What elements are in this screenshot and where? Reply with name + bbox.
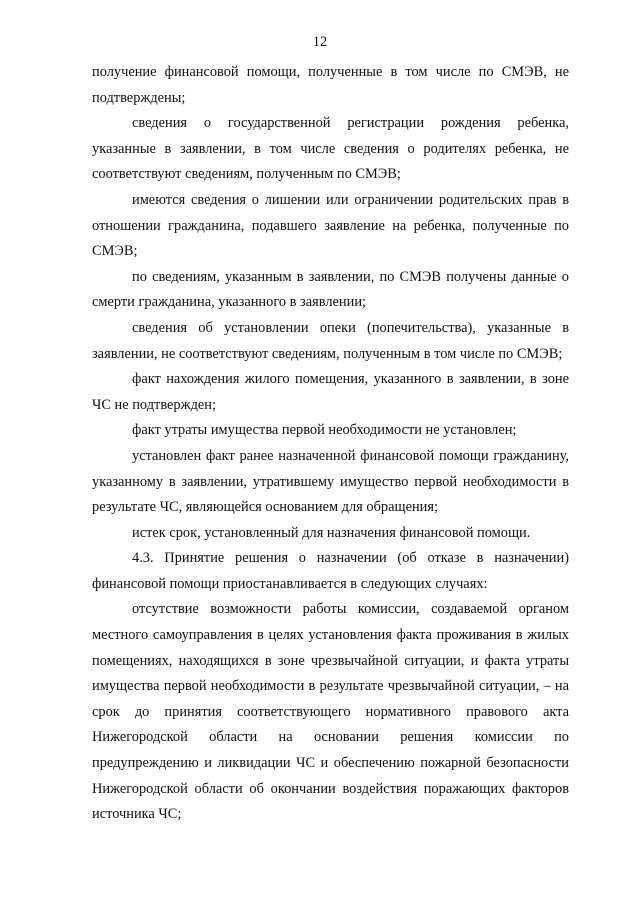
- paragraph-property-loss: факт утраты имущества первой необходимости не установлен;: [132, 422, 517, 439]
- paragraph-emergency-zone: факт нахождения жилого помещения, указанного в заявлении, в зоне ЧС не подтвержден;: [92, 371, 569, 413]
- document-body: [92, 60, 569, 828]
- paragraph-continuation: получение финансовой помощи, полученные в том числе по СМЭВ, не подтверждены;: [92, 64, 569, 106]
- paragraph-deadline-expired: истек срок, установленный для назначения финансовой помощи.: [132, 524, 531, 541]
- paragraph-parental-rights: имеются сведения о лишении или ограничении родительских прав в отношении гражданина, подавшего заявление на ребенка, полученные по СМЭВ;: [92, 191, 569, 260]
- paragraph-commission-unavailable: отсутствие возможности работы комиссии, создаваемой органом местного самоуправления в целях установления факта проживания в жилых помещениях, находящихся в зоне чрезвычайной ситуации, и факта утраты имущества первой необходимости в результате чрезвычайной ситуации, – на срок до принятия соответствующего нормативного правового акта Нижегородской области на основании решения комиссии по предупреждению и ликвидации ЧС и обеспечению пожарной безопасности Нижегородской области об окончании воздействия поражающих факторов источника ЧС;: [92, 601, 569, 823]
- page-number: 12: [312, 34, 328, 50]
- paragraph-birth-registration: сведения о государственной регистрации рождения ребенка, указанные в заявлении, в том числе сведения о родителях ребенка, не соответствуют сведениям, полученным по СМЭВ;: [92, 115, 569, 183]
- paragraph-previous-assistance: установлен факт ранее назначенной финансовой помощи гражданину, указанному в заявлении, утратившему имущество первой необходимости в результате ЧС, являющейся основанием для обращения;: [92, 447, 569, 516]
- paragraph-guardianship: сведения об установлении опеки (попечительства), указанные в заявлении, не соответствуют сведениям, полученным в том числе по СМЭВ;: [92, 319, 569, 362]
- paragraph-section-4-3: 4.3. Принятие решения о назначении (об отказе в назначении) финансовой помощи приостанавливается в следующих случаях:: [92, 550, 569, 592]
- paragraph-death-data: по сведениям, указанным в заявлении, по СМЭВ получены данные о смерти гражданина, указанного в заявлении;: [92, 268, 569, 311]
